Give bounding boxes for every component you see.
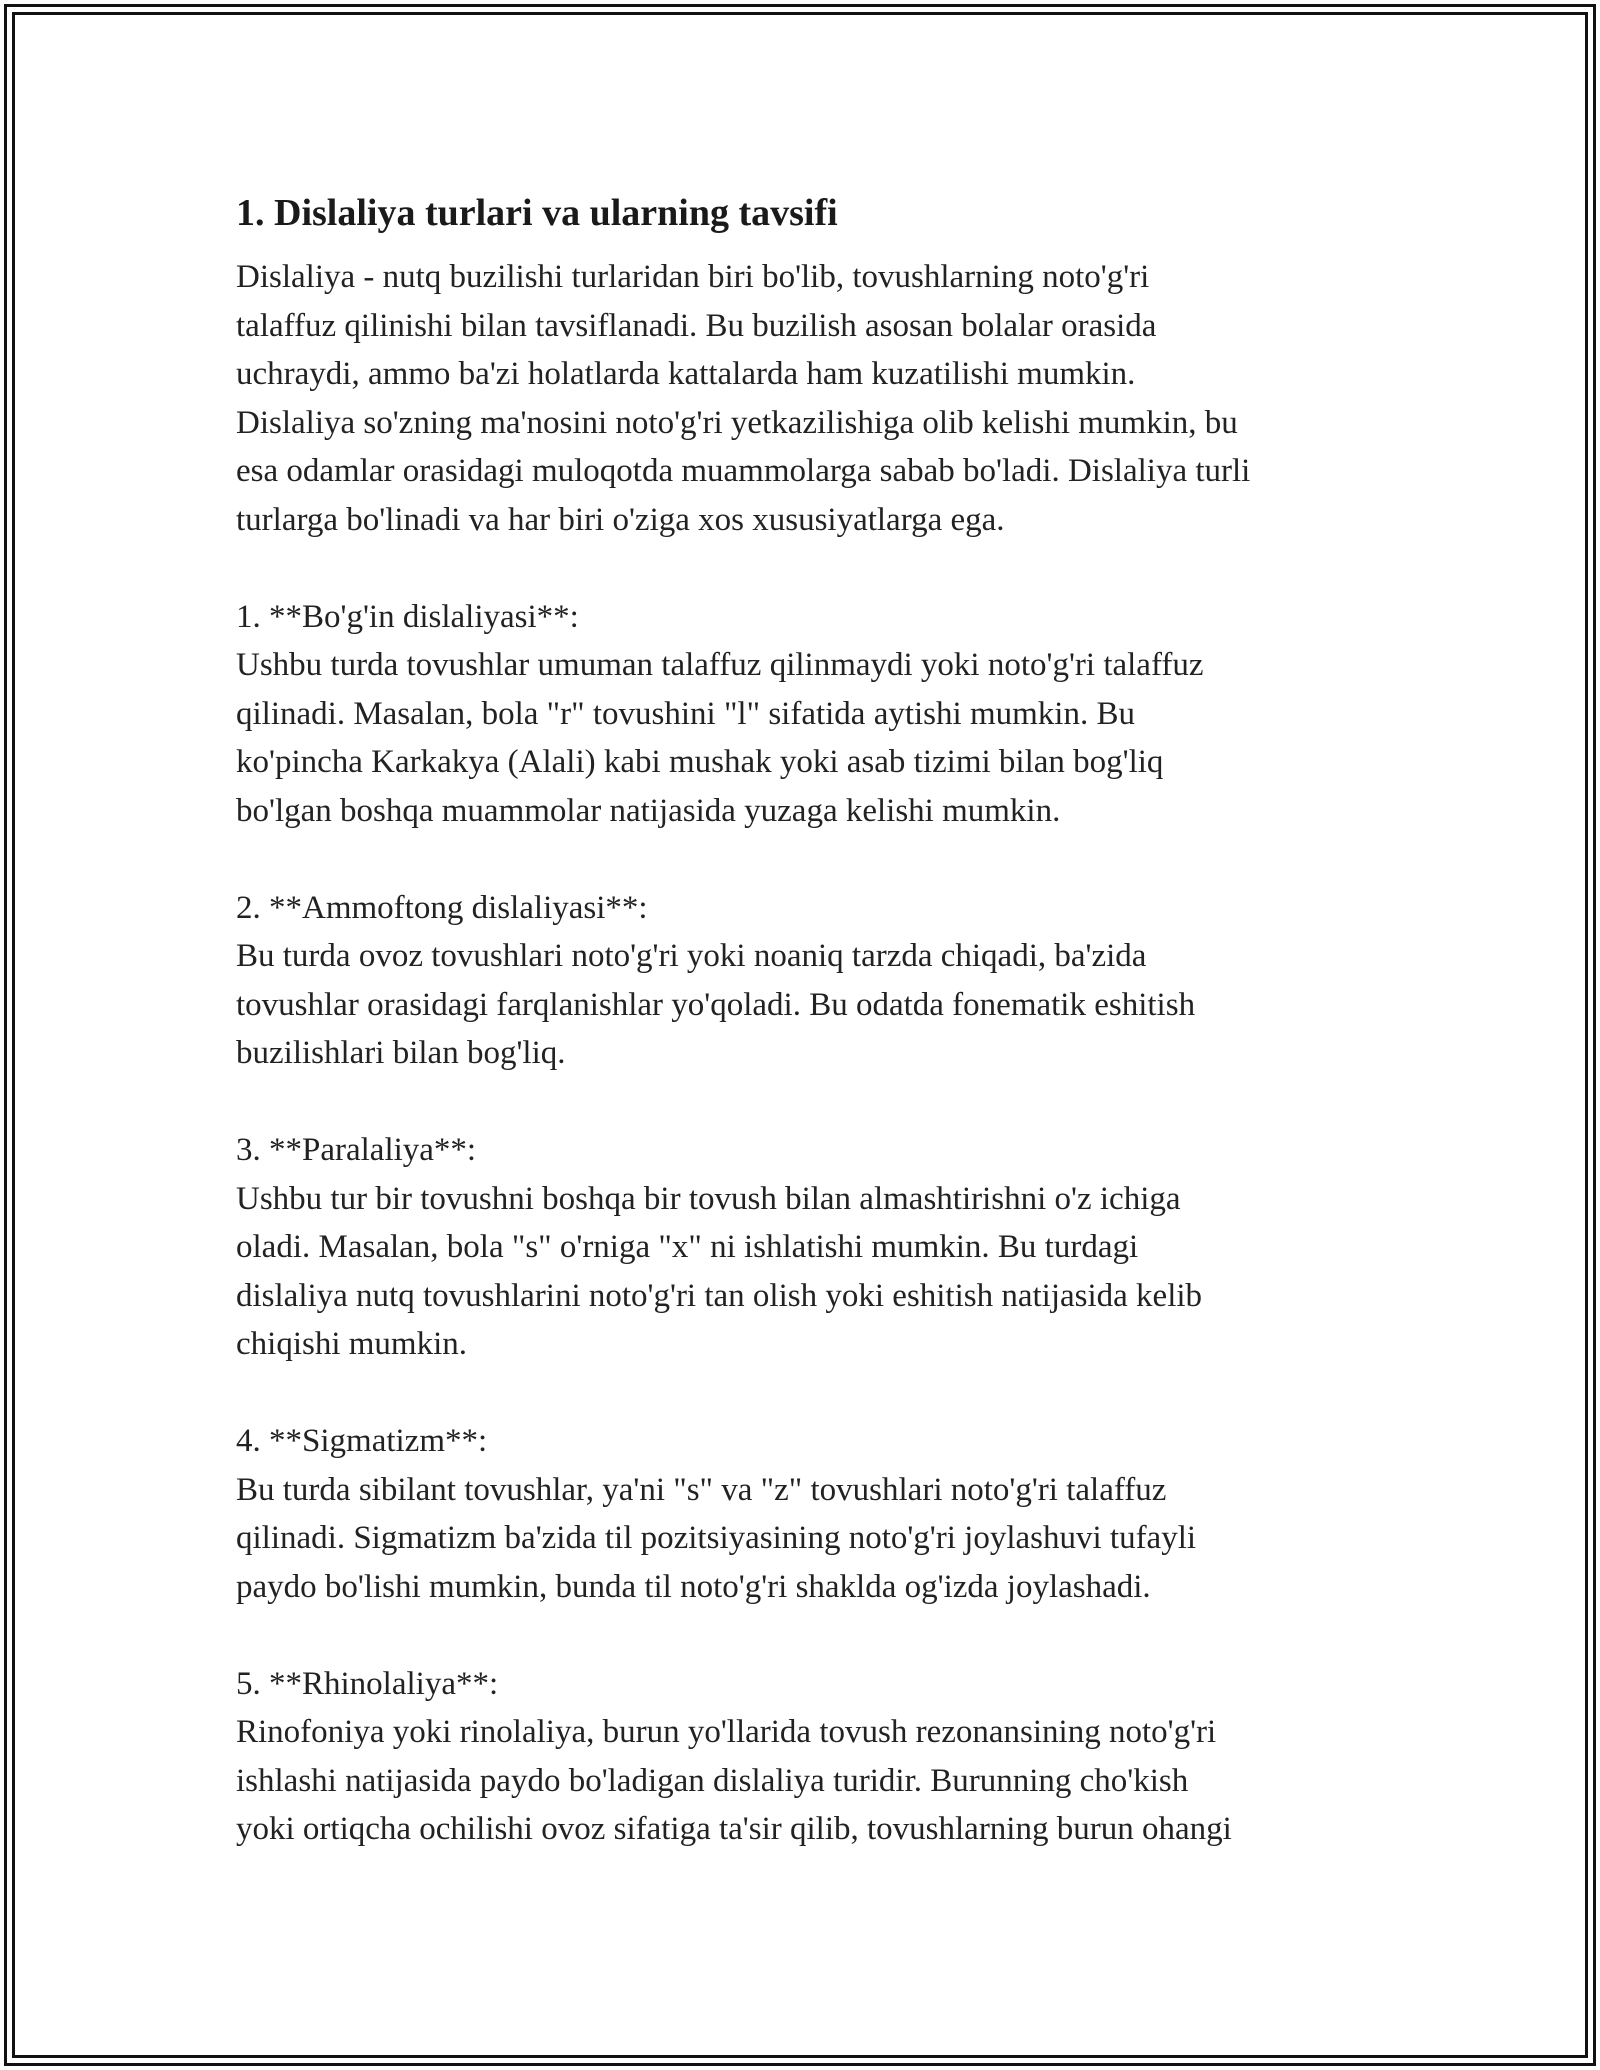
section-1-body: Ushbu turda tovushlar umuman talaffuz qilinmaydi yoki noto'g'ri talaffuz qilinadi. Masalan, bola "r" tovushini "l" sifatida aytishi mumkin. Bu ko'pincha Karkakya (Alali) kabi mushak yoki asab tizimi bilan bog'liq bo'lgan boshqa muammolar natijasida yuzaga kelishi mumkin. [236,647,1204,829]
paragraph-spacer [236,1078,1366,1127]
section-1-heading: 1. **Bo'g'in dislaliyasi**: [236,598,579,635]
section-5-heading: 5. **Rhinolaliya**: [236,1665,499,1702]
section-3-heading: 3. **Paralaliya**: [236,1132,477,1168]
document-body [236,185,1366,1854]
section-4-body: Bu turda sibilant tovushlar, ya'ni "s" va "z" tovushlari noto'g'ri talaffuz qilinadi. Sigmatizm ba'zida til pozitsiyasining noto'g'ri joylashuvi tufayli paydo bo'lishi mumkin, bunda til noto'g'ri shaklda og'izda joylashadi. [236,1471,1197,1605]
section-5-body: Rinofoniya yoki rinolaliya, burun yo'llarida tovush rezonansining noto'g'ri ishlashi natijasida paydo bo'ladigan dislaliya turidir. Burunning cho'kish yoki ortiqcha ochilishi ovoz sifatiga ta'sir qilib, tovushlarning burun ohangi [236,1714,1232,1847]
section-2-body: Bu turda ovoz tovushlari noto'g'ri yoki noaniq tarzda chiqadi, ba'zida tovushlar orasidagi farqlanishlar yo'qoladi. Bu odatda fonematik eshitish buzilishlari bilan bog'liq. [236,938,1196,1071]
intro-paragraph: Dislaliya - nutq buzilishi turlaridan biri bo'lib, tovushlarning noto'g'ri talaffuz qilinishi bilan tavsiflanadi. Bu buzilish asosan bolalar orasida uchraydi, ammo ba'zi holatlarda kattalarda ham kuzatilishi mumkin. Dislaliya so'zning ma'nosini noto'g'ri yetkazilishiga olib kelishi mumkin, bu esa odamlar orasidagi muloqotda muammolarga sabab bo'ladi. Dislaliya turli turlarga bo'linadi va har biri o'ziga xos xususiyatlarga ega. [236,259,1251,538]
document-title: 1. Dislaliya turlari va ularning tavsifi [236,192,838,234]
paragraph-spacer [236,1369,1366,1418]
paragraph-spacer [236,544,1366,593]
section-4-heading: 4. **Sigmatizm**: [236,1423,488,1459]
paragraph-spacer [236,1611,1366,1660]
section-2-heading: 2. **Ammoftong dislaliyasi**: [236,889,648,926]
section-3-body: Ushbu tur bir tovushni boshqa bir tovush bilan almashtirishni o'z ichiga oladi. Masalan, bola "s" o'rniga "x" ni ishlatishi mumkin. Bu turdagi dislaliya nutq tovushlarini noto'g'ri tan olish yoki eshitish natijasida kelib chiqishi mumkin. [236,1180,1203,1362]
paragraph-spacer [236,835,1366,884]
